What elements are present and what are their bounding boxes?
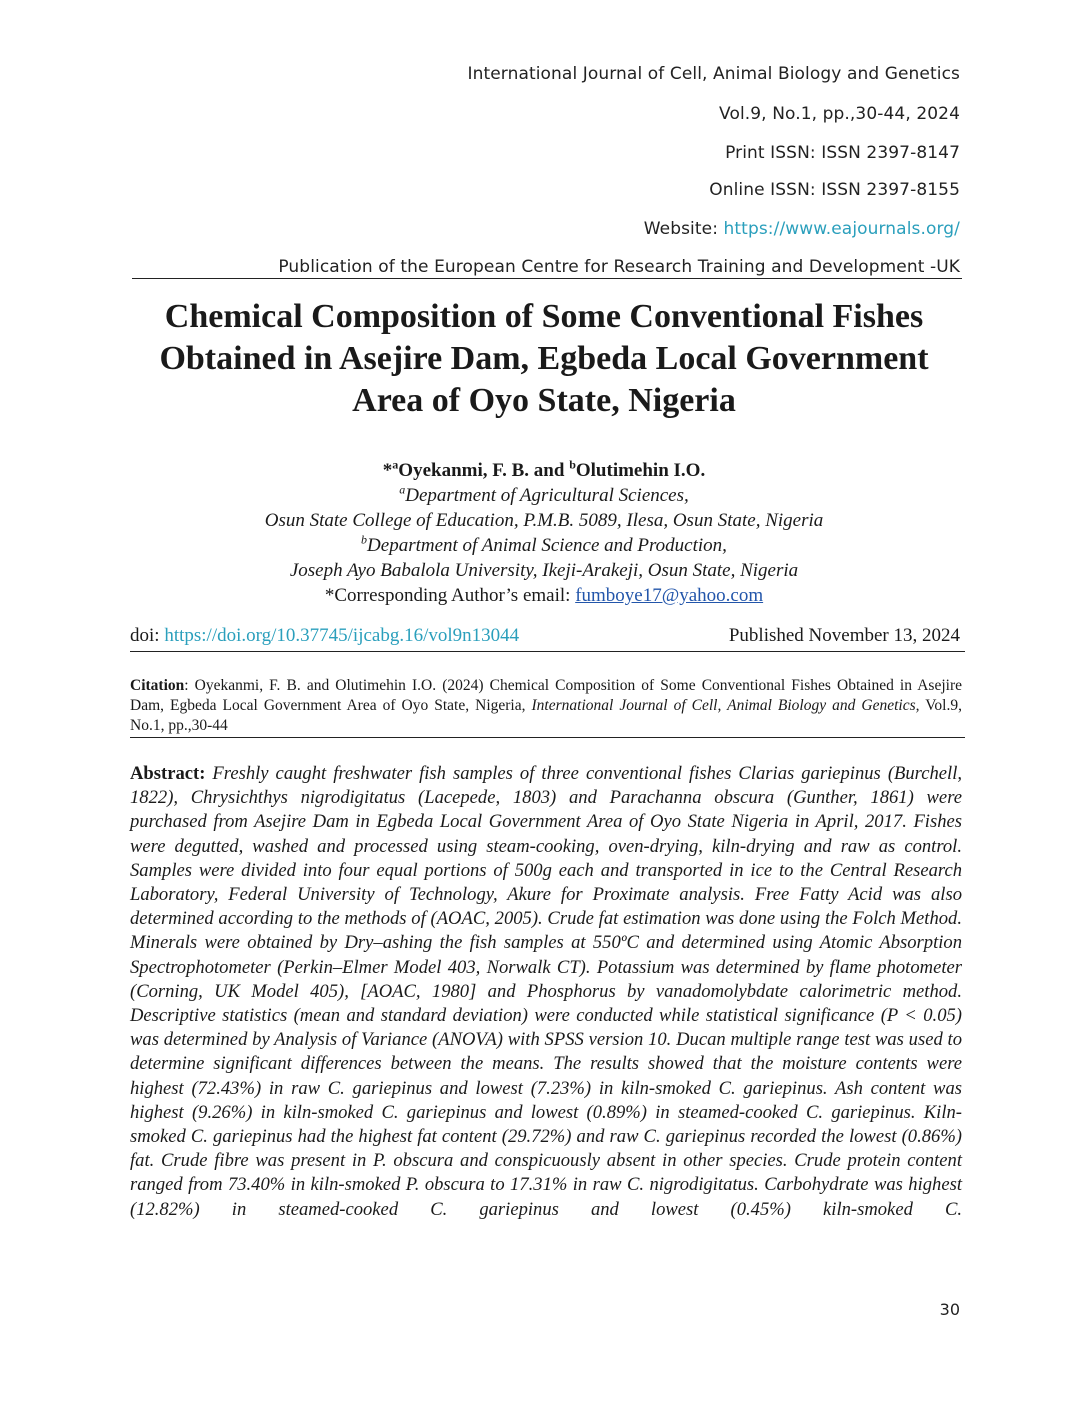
affiliation-b-dept: Department of Animal Science and Production, <box>367 535 727 556</box>
affiliation-a-line-1 <box>100 483 988 508</box>
title-line-2: Obtained in Asejire Dam, Egbeda Local Government <box>159 340 929 377</box>
journal-name: International Journal of Cell, Animal Biology and Genetics <box>467 64 960 84</box>
corresponding-email-line <box>100 583 988 608</box>
header-rule <box>132 278 962 279</box>
author-b: Olutimehin I.O. <box>575 460 706 481</box>
website-label: Website: <box>643 219 724 239</box>
online-issn: Online ISSN: ISSN 2397-8155 <box>709 180 960 200</box>
abstract-label: Abstract: <box>130 763 213 784</box>
published-date: Published November 13, 2024 <box>728 625 960 646</box>
affiliation-a-mark: a <box>399 482 406 497</box>
email-link[interactable]: fumboye17@yahoo.com <box>575 585 764 606</box>
website-link[interactable]: https://www.eajournals.org/ <box>723 219 960 239</box>
title-line-1: Chemical Composition of Some Conventional Fishes <box>164 298 924 335</box>
affiliation-mark-a: a <box>392 457 399 472</box>
citation-label: Citation <box>130 677 185 694</box>
affiliation-b-line-2: Joseph Ayo Babalola University, Ikeji-Arakeji, Osun State, Nigeria <box>289 560 799 581</box>
publisher-line: Publication of the European Centre for Research Training and Development -UK <box>278 257 960 277</box>
citation-journal: International Journal of Cell, Animal Biology and Genetics, <box>531 697 920 714</box>
title-line-3: Area of Oyo State, Nigeria <box>352 382 736 419</box>
corresponding-star: * <box>382 460 393 481</box>
affiliation-a-dept: Department of Agricultural Sciences, <box>405 485 689 506</box>
affiliation-b-line-1 <box>100 533 988 558</box>
author-names <box>100 458 988 483</box>
author-block <box>100 458 988 608</box>
citation-text: : Oyekanmi, F. B. and Olutimehin I.O. (2024) Chemical Composition of Some Conventional Fishes Obtained in Asejire Dam, Egbeda Local Government Area of Oyo State, Nigeria, <box>130 677 962 714</box>
doi-link[interactable]: https://doi.org/10.37745/ijcabg.16/vol9n13044 <box>164 625 520 646</box>
page-number: 30 <box>939 1300 960 1319</box>
author-conjunction: and <box>529 460 570 481</box>
affiliation-b-mark: b <box>361 532 368 547</box>
volume-info: Vol.9, No.1, pp.,30-44, 2024 <box>719 104 960 124</box>
citation-rule <box>130 737 965 738</box>
paper-title <box>100 296 988 422</box>
abstract-block <box>130 762 962 1222</box>
doi-label: doi: <box>130 625 165 646</box>
doi-rule <box>130 651 965 652</box>
abstract-text: Freshly caught freshwater fish samples of three conventional fishes Clarias gariepinus (Burchell, 1822), Chrysichthys nigrodigitatus (Lacepede, 1803) and Parachanna obscura (Gunther, 1861) were purchased from Asejire Dam in Egbeda Local Government Area of Oyo State Nigeria in April, 2017. Fishes were degutted, washed and processed using steam-cooking, oven-drying, kiln-drying and raw as control. Samples were divided into four equal portions of 500g each and transported in ice to the Central Research Laboratory, Federal University of Technology, Akure for Proximate analysis. Free Fatty Acid was also determined according to the methods of (AOAC, 2005). Crude fat estimation was done using the Folch Method. Minerals were obtained by Dry–ashing the fish samples at 550ºC and determined using Atomic Absorption Spectrophotometer (Perkin–Elmer Model 403, Norwalk CT). Potassium was determined by flame photometer (Corning, UK Model 405), [AOAC, 1980] and Phosphorus by vanadomolybdate calorimetric method. Descriptive statistics (mean and standard deviation) were conducted while statistical significance (P < 0.05) was determined by Analysis of Variance (ANOVA) with SPSS version 10. Ducan multiple range test was used to determine significant differences between the means. The results showed that the moisture contents were highest (72.43%) in raw C. gariepinus and lowest (7.23%) in kiln-smoked C. gariepinus. Ash content was highest (9.26%) in kiln-smoked C. gariepinus and lowest (0.89%) in steamed-cooked C. gariepinus. Kiln-smoked C. gariepinus had the highest fat content (29.72%) and raw C. gariepinus recorded the lowest (0.86%) fat. Crude fibre was present in P. obscura and conspicuously absent in other species. Crude protein content ranged from 73.40% in kiln-smoked P. obscura to 17.31% in raw C. nigrodigitatus. Carbohydrate was highest (12.82%) in steamed-cooked C. gariepinus and lowest (0.45%) kiln-smoked C. <box>130 763 963 1220</box>
corresponding-label: *Corresponding Author’s email: <box>324 585 576 606</box>
author-a: Oyekanmi, F. B. <box>398 460 530 481</box>
affiliation-mark-b: b <box>569 457 576 472</box>
website-line <box>644 219 960 239</box>
print-issn: Print ISSN: ISSN 2397-8147 <box>725 143 960 163</box>
affiliation-a-line-2: Osun State College of Education, P.M.B. 5089, Ilesa, Osun State, Nigeria <box>264 510 824 531</box>
citation-tail: Vol.9, No.1, pp.,30-44 <box>130 697 962 734</box>
citation-block <box>130 676 962 736</box>
doi-row <box>130 624 960 648</box>
